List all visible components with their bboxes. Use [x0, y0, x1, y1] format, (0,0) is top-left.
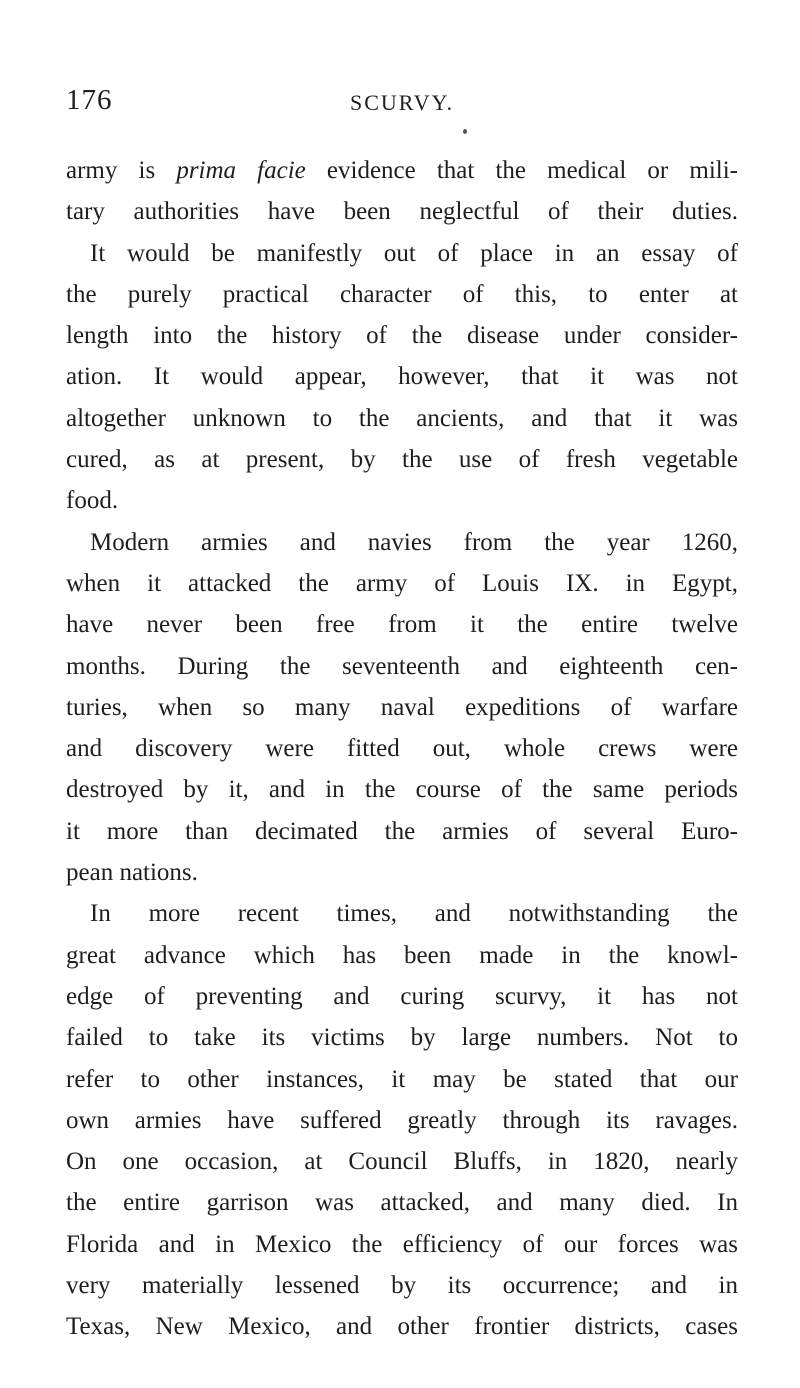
page-header — [66, 84, 736, 124]
body-text — [66, 150, 738, 1348]
text-line: It would be manifestly out of place in an essay of — [90, 239, 738, 267]
text-fragment: army is — [66, 157, 177, 184]
text-line: Texas, New Mexico, and other frontier districts, cases — [66, 1313, 738, 1341]
text-line: great advance which has been made in the knowl- — [66, 941, 738, 969]
text-line: the purely practical character of this, to enter at — [66, 280, 738, 308]
text-line: altogether unknown to the ancients, and that it was — [66, 404, 738, 432]
text-line: when it attacked the army of Louis IX. in Egypt, — [66, 569, 738, 597]
text-line: food. — [66, 487, 119, 515]
text-line: cured, as at present, by the use of fresh vegetable — [66, 446, 738, 474]
text-line: refer to other instances, it may be stated that our — [66, 1065, 738, 1093]
text-line: the entire garrison was attacked, and many died. In — [66, 1189, 738, 1217]
text-line: destroyed by it, and in the course of the same periods — [66, 776, 738, 804]
text-line: very materially lessened by its occurrence; and in — [66, 1272, 738, 1300]
text-line: tary authorities have been neglectful of their duties. — [66, 198, 738, 226]
text-fragment: evidence that the medical or mili- — [305, 157, 738, 184]
page-number: 176 — [66, 84, 113, 116]
text-line: pean nations. — [66, 859, 198, 887]
text-line: failed to take its victims by large numbers. Not to — [66, 1024, 738, 1052]
italic-phrase: prima facie — [176, 157, 306, 184]
text-line: ation. It would appear, however, that it was not — [66, 363, 738, 391]
running-head: SCURVY. — [350, 90, 455, 115]
text-line: On one occasion, at Council Bluffs, in 1820, nearly — [66, 1148, 738, 1176]
text-line: months. During the seventeenth and eighteenth cen- — [66, 652, 738, 680]
text-line: it more than decimated the armies of several Euro- — [66, 817, 738, 845]
text-line: have never been free from it the entire twelve — [66, 611, 738, 639]
text-line — [66, 150, 738, 191]
text-line: In more recent times, and notwithstanding the — [90, 900, 738, 928]
text-line: own armies have suffered greatly through its ravages. — [66, 1106, 738, 1134]
text-line: edge of preventing and curing scurvy, it has not — [66, 982, 738, 1010]
text-line: Modern armies and navies from the year 1260, — [90, 528, 738, 556]
text-line: Florida and in Mexico the efficiency of our forces was — [66, 1230, 738, 1258]
text-line: turies, when so many naval expeditions of warfare — [66, 693, 738, 721]
text-line: length into the history of the disease under consider- — [66, 322, 738, 350]
ink-speck — [463, 129, 467, 134]
text-line: and discovery were fitted out, whole crews were — [66, 735, 738, 763]
